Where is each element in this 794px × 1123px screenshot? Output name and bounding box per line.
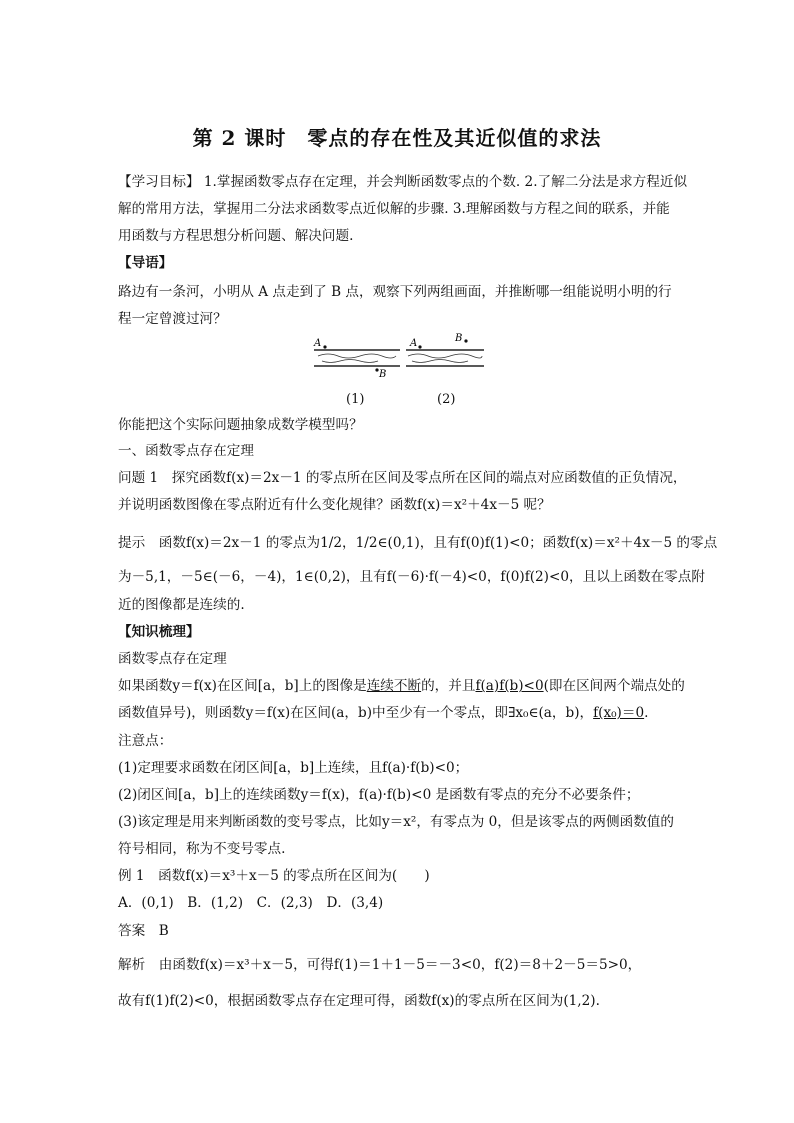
hint-line-1: 提示 函数f(x)＝2x－1 的零点为1/2，1/2∈(0,1)，且有f(0)f(1)<0；函数f(x)＝x²＋4x－5 的零点	[118, 535, 718, 551]
objectives-line-2: 解的常用方法，掌握用二分法求函数零点近似解的步骤. 3.理解函数与方程之间的联系，并能	[118, 201, 670, 217]
example1-options: A．(0,1) B．(1,2) C．(2,3) D．(3,4)	[118, 895, 384, 911]
theorem-line-1	[118, 676, 685, 696]
note-2: (2)闭区间[a，b]上的连续函数y＝f(x)，f(a)·f(b)<0 是函数有零点的充分不必要条件；	[118, 787, 640, 803]
theorem-text-2c: .	[644, 705, 649, 721]
knowledge-heading: 【知识梳理】	[118, 624, 200, 640]
point-b2-label: B	[455, 333, 463, 344]
intro-line-1: 路边有一条河，小明从 A 点走到了 B 点，观察下列两组画面，并推断哪一组能说明小明的行	[118, 284, 672, 300]
figure-label-2: (2)	[437, 392, 456, 407]
note-3-line-2: 符号相同，称为不变号零点.	[118, 841, 286, 857]
hint-line-3: 近的图像都是连续的.	[118, 597, 245, 613]
example1-stem: 例 1 函数f(x)＝x³＋x－5 的零点所在区间为( )	[118, 868, 430, 884]
theorem-blank-continuous: 连续不断	[366, 678, 422, 694]
objectives-line-1: 【学习目标】 1.掌握函数零点存在定理，并会判断函数零点的个数. 2.了解二分法是求方程近似	[118, 174, 688, 190]
page-title: 第 2 课时 零点的存在性及其近似值的求法	[192, 126, 602, 150]
point-b1-label: B	[379, 369, 387, 380]
intro-question: 你能把这个实际问题抽象成数学模型吗？	[118, 417, 363, 433]
example1-analysis-line-2: 故有f(1)f(2)<0，根据函数零点存在定理可得，函数f(x)的零点所在区间为(1,2).	[118, 993, 600, 1009]
question1-line-1: 问题 1 探究函数f(x)＝2x－1 的零点所在区间及零点所在区间的端点对应函数值的正负情况，	[118, 470, 687, 486]
intro-line-2: 程一定曾渡过河？	[118, 311, 227, 327]
theorem-text-1c: 的，并且	[421, 678, 476, 694]
note-3-line-1: (3)该定理是用来判断函数的变号零点，比如y＝x²，有零点为 0，但是该零点的两侧函数值的	[118, 814, 674, 830]
intro-heading: 【导语】	[118, 255, 173, 271]
note-1: (1)定理要求函数在闭区间[a，b]上连续，且f(a)·f(b)<0；	[118, 760, 469, 776]
theorem-line-2	[118, 703, 680, 723]
example1-answer: 答案 B	[118, 923, 169, 939]
point-a2-label: A	[410, 338, 418, 349]
theorem-text-1e: (即在区间两个端点处的	[543, 678, 685, 694]
figure-label-1: (1)	[346, 392, 365, 407]
section1-heading: 一、函数零点存在定理	[118, 443, 254, 459]
point-a1-label: A	[314, 338, 322, 349]
theorem-blank-zero: f(x₀)＝0	[593, 705, 645, 721]
theorem-text-1a: 如果函数y＝f(x)在区间[a，b]上的图像是	[118, 678, 367, 694]
objectives-line-3: 用函数与方程思想分析问题、解决问题.	[118, 228, 354, 244]
hint-line-2: 为－5,1，－5∈(－6，－4)，1∈(0,2)，且有f(－6)·f(－4)<0，f(0)f(2)<0，且以上函数在零点附	[118, 569, 705, 585]
example1-analysis-line-1: 解析 由函数f(x)＝x³＋x－5，可得f(1)＝1＋1－5＝－3<0，f(2)＝8＋2－5＝5>0，	[118, 957, 642, 973]
theorem-text-2a: 函数值异号)，则函数y＝f(x)在区间(a，b)中至少有一个零点，即∃x₀∈(a，b)，	[118, 705, 594, 721]
theorem-blank-condition: f(a)f(b)<0	[475, 678, 544, 694]
notes-heading: 注意点：	[118, 733, 173, 749]
question1-line-2: 并说明函数图像在零点附近有什么变化规律？函数f(x)＝x²＋4x－5 呢？	[118, 497, 551, 513]
river-figure	[308, 332, 498, 414]
river-sketch	[308, 332, 498, 394]
theorem-name: 函数零点存在定理	[118, 651, 227, 667]
